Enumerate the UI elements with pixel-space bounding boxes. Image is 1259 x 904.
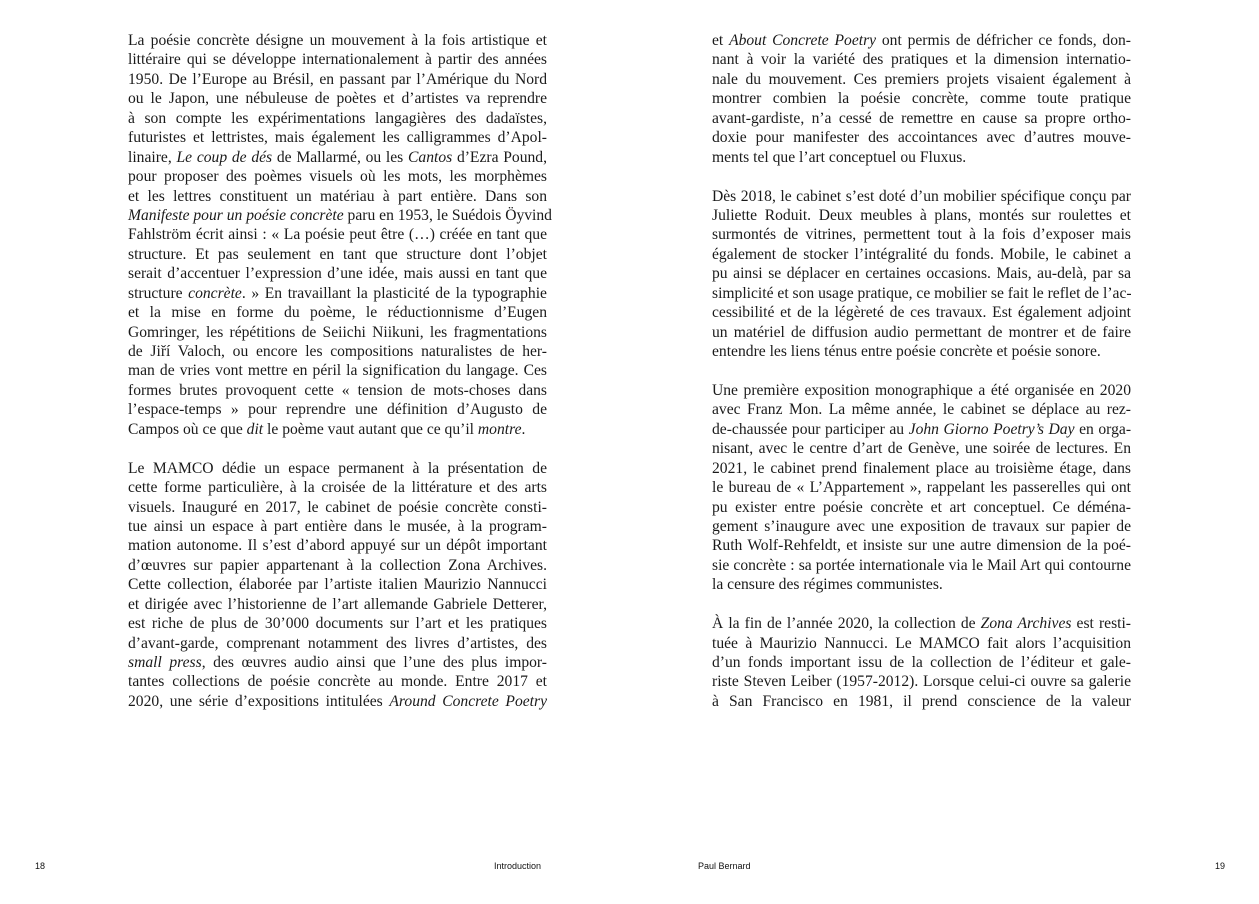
body-paragraph xyxy=(712,381,1131,595)
text-run: ments tel que l’art conceptuel ou Fluxus. xyxy=(712,148,967,166)
text-run: doxie pour manifester des accointances avec d’autres mouve- xyxy=(712,129,1131,147)
text-line xyxy=(128,595,547,614)
text-line xyxy=(712,342,1131,361)
text-line xyxy=(712,634,1131,653)
text-line xyxy=(128,245,547,264)
text-line xyxy=(128,517,547,536)
italic-title: montre xyxy=(477,420,522,438)
text-run: futuristes et lettristes, mais également les calligrammes d’Apol- xyxy=(128,129,547,147)
text-line xyxy=(128,109,547,128)
text-run: de Jiří Valoch, ou encore les compositions naturalistes de her- xyxy=(128,343,547,360)
text-line xyxy=(712,692,1131,711)
text-run: Cette collection, élaborée par l’artiste italien Maurizio Nannucci xyxy=(128,576,547,594)
text-run: en orga- xyxy=(1074,420,1132,438)
text-line xyxy=(712,148,1131,167)
text-line xyxy=(712,323,1131,342)
text-run: pour proposer des poèmes visuels où les mots, les morphèmes xyxy=(128,168,547,186)
text-line xyxy=(712,206,1131,225)
left-page xyxy=(0,0,629,904)
italic-title: Around Concrete Poetry xyxy=(389,692,547,710)
text-line xyxy=(128,89,547,108)
text-line xyxy=(712,109,1131,128)
text-line xyxy=(712,653,1131,672)
text-run: est resti- xyxy=(1071,615,1131,633)
text-line xyxy=(712,303,1131,322)
text-line xyxy=(128,381,547,400)
text-line xyxy=(128,536,547,555)
text-run: La poésie concrète désigne un mouvement à la fois artistique et xyxy=(128,32,547,49)
text-run: le poème vaut autant que ce qu’il xyxy=(263,420,478,438)
text-run: est riche de plus de 30’000 documents sur l’art et les pratiques xyxy=(128,615,547,633)
text-line xyxy=(712,575,1131,594)
text-run: À la fin de l’année 2020, la collection de xyxy=(712,615,981,633)
text-run: . » En travaillant la plasticité de la typographie xyxy=(241,284,547,302)
text-run: ou le Japon, une nébuleuse de poètes et d’artistes va reprendre xyxy=(128,90,547,108)
text-line xyxy=(128,187,547,206)
text-run: pu ainsi se déplacer en certaines occasions. Mais, au-delà, par sa xyxy=(712,265,1131,283)
text-line xyxy=(128,148,547,167)
text-run: tue ainsi un espace à part entière dans le musée, à la program- xyxy=(128,517,547,535)
body-paragraph xyxy=(128,459,547,712)
text-line xyxy=(712,225,1131,244)
text-run: de-chaussée pour participer au xyxy=(712,420,909,438)
italic-title: dit xyxy=(246,420,264,438)
text-line xyxy=(128,478,547,497)
page-number-left: 18 xyxy=(35,861,46,871)
text-run: Fahlström écrit ainsi : « La poésie peut être (…) créée en tant que xyxy=(128,226,547,244)
text-line xyxy=(128,575,547,594)
text-run: à San Francisco en 1981, il prend conscience de la valeur xyxy=(712,692,1131,710)
text-run: et dirigée avec l’historienne de l’art allemande Gabriele Detterer, xyxy=(128,595,547,613)
text-run: ont permis de défricher ce fonds, don- xyxy=(876,32,1131,49)
running-head-author: Paul Bernard xyxy=(698,861,751,871)
text-run: l’espace-temps » pour reprendre une définition d’Augusto de xyxy=(128,401,547,419)
text-run: d’un fonds important issu de la collection de l’éditeur et gale- xyxy=(712,654,1131,671)
text-line xyxy=(712,284,1131,303)
text-run: à son compte les expérimentations langagières des dadaïstes, xyxy=(128,109,547,127)
text-line xyxy=(712,478,1131,497)
left-text-column xyxy=(128,31,552,731)
text-line xyxy=(712,128,1131,147)
text-line xyxy=(712,517,1131,536)
text-run: d’avant-garde, comprenant notamment des livres d’artistes, des xyxy=(128,634,547,652)
running-head-section: Introduction xyxy=(494,861,542,871)
text-run: 2020, une série d’expositions intitulées xyxy=(128,692,390,710)
text-line xyxy=(128,672,547,691)
right-page xyxy=(629,0,1259,904)
italic-title: Manifeste pour un poésie concrète xyxy=(128,206,344,224)
text-line xyxy=(128,70,547,89)
text-line xyxy=(128,420,547,439)
italic-title: Le coup de dés xyxy=(176,148,273,166)
text-line xyxy=(712,439,1131,458)
text-run: gement s’inaugure avec une exposition de travaux sur papier de xyxy=(712,517,1131,535)
text-run: surmontés de vitrines, permettent tout à la fois d’exposer mais xyxy=(712,226,1131,244)
text-run: mation autonome. Il s’est d’abord appuyé sur un dépôt important xyxy=(128,537,547,555)
text-line xyxy=(128,284,547,303)
text-run: cessibilité et de la légèreté de ces travaux. Est également adjoint xyxy=(712,304,1131,322)
text-line xyxy=(712,400,1131,419)
text-line xyxy=(128,342,547,361)
text-line xyxy=(712,187,1131,206)
text-line xyxy=(128,225,547,244)
text-run: d’Ezra Pound, xyxy=(452,148,547,166)
text-run: avant-gardiste, n’a cessé de remettre en cause sa propre ortho- xyxy=(712,109,1131,127)
text-line xyxy=(128,498,547,517)
text-run: pu exister entre poésie concrète et art conceptuel. Ce déména- xyxy=(712,498,1131,516)
text-run: Ruth Wolf-Rehfeldt, et insiste sur une autre dimension de la poé- xyxy=(712,537,1131,555)
text-run: également de stocker l’intégralité du fonds. Mobile, le cabinet a xyxy=(712,245,1131,263)
italic-title: Zona Archives xyxy=(980,615,1072,633)
text-run: Le MAMCO dédie un espace permanent à la présentation de xyxy=(128,459,547,477)
text-run: montrer combien la poésie concrète, comme toute pratique xyxy=(712,90,1131,108)
text-run: et la mise en forme du poème, le réductionnisme d’Eugen xyxy=(128,304,547,322)
text-line xyxy=(712,70,1131,89)
text-line xyxy=(128,614,547,633)
text-run: nale du mouvement. Ces premiers projets visaient également à xyxy=(712,70,1131,88)
text-line xyxy=(712,672,1131,691)
text-run: le bureau de « L’Appartement », rappelant les passerelles qui ont xyxy=(712,479,1131,497)
text-run: structure. Et pas seulement en tant que structure dont l’objet xyxy=(128,245,547,263)
text-line xyxy=(712,89,1131,108)
body-paragraph xyxy=(128,31,552,439)
text-run: riste Steven Leiber (1957-2012). Lorsque celui-ci ouvre sa galerie xyxy=(712,673,1131,691)
text-line xyxy=(712,31,1131,50)
text-line xyxy=(128,556,547,575)
text-line xyxy=(712,614,1131,633)
text-line xyxy=(128,206,552,225)
text-run: sie concrète : sa portée internationale via le Mail Art qui contourne xyxy=(712,556,1131,574)
text-line xyxy=(712,459,1131,478)
text-run: tuée à Maurizio Nannucci. Le MAMCO fait alors l’acquisition xyxy=(712,634,1131,652)
text-run: avec Franz Mon. La même année, le cabinet se déplace au rez- xyxy=(712,401,1131,419)
text-run: , des œuvres audio ainsi que l’une des plus impor- xyxy=(201,654,547,671)
text-run: . xyxy=(521,420,526,438)
text-line xyxy=(712,264,1131,283)
text-line xyxy=(712,420,1131,439)
text-run: linaire, xyxy=(128,148,177,166)
italic-title: Cantos xyxy=(408,148,453,166)
text-run: entendre les liens ténus entre poésie concrète et poésie sonore. xyxy=(712,343,1101,360)
text-line xyxy=(128,361,547,380)
text-run: simplicité et son usage pratique, ce mobilier se fait le reflet de l’ac- xyxy=(712,284,1132,302)
text-run: et xyxy=(712,32,730,49)
text-run: paru en 1953, le Suédois Öyvind xyxy=(343,206,552,224)
text-run: formes brutes provoquent cette « tension de mots-choses dans xyxy=(128,381,547,399)
text-line xyxy=(128,303,547,322)
text-line xyxy=(128,634,547,653)
text-line xyxy=(128,31,547,50)
text-line xyxy=(712,498,1131,517)
page-number-right: 19 xyxy=(1215,861,1226,871)
text-line xyxy=(128,459,547,478)
text-run: d’œuvres sur papier appartenant à la collection Zona Archives. xyxy=(128,556,547,574)
body-paragraph xyxy=(712,31,1131,167)
body-paragraph xyxy=(712,614,1131,711)
italic-title: John Giorno Poetry’s Day xyxy=(908,420,1075,438)
text-line xyxy=(712,245,1131,264)
text-line xyxy=(128,400,547,419)
text-run: Juliette Roduit. Deux meubles à plans, montés sur roulettes et xyxy=(712,206,1131,224)
text-run: un matériel de diffusion audio permettant de montrer et de faire xyxy=(712,323,1131,341)
text-line xyxy=(128,128,547,147)
text-run: la censure des régimes communistes. xyxy=(712,576,943,594)
text-line xyxy=(128,50,547,69)
text-run: cette forme particulière, à la croisée de la littérature et des arts xyxy=(128,479,547,497)
text-run: tantes collections de poésie concrète au monde. Entre 2017 et xyxy=(128,673,547,691)
text-line xyxy=(128,264,547,283)
text-run: littéraire qui se développe internationalement à partir des années xyxy=(128,51,547,69)
text-line xyxy=(128,692,547,711)
text-line xyxy=(128,323,547,342)
text-line xyxy=(128,167,547,186)
text-line xyxy=(712,381,1131,400)
italic-title: small press xyxy=(128,654,202,671)
text-run: et les lettres constituent un matériau à part entière. Dans son xyxy=(128,187,547,205)
italic-title: concrète xyxy=(188,284,242,302)
text-run: serait d’accentuer l’expression d’une idée, mais aussi en tant que xyxy=(128,265,547,283)
italic-title: About Concrete Poetry xyxy=(729,32,877,49)
text-line xyxy=(712,536,1131,555)
text-line xyxy=(712,50,1131,69)
text-line xyxy=(712,556,1131,575)
text-line xyxy=(128,653,547,672)
text-run: 1950. De l’Europe au Brésil, en passant par l’Amérique du Nord xyxy=(128,70,547,88)
text-run: visuels. Inauguré en 2017, le cabinet de poésie concrète consti- xyxy=(128,498,547,516)
text-run: nisant, avec le centre d’art de Genève, une soirée de lectures. En xyxy=(712,440,1131,458)
text-run: Dès 2018, le cabinet s’est doté d’un mobilier spécifique conçu par xyxy=(712,187,1131,205)
text-run: man de vries vont mettre en péril la signification du langage. Ces xyxy=(128,362,547,380)
text-run: Campos où ce que xyxy=(128,420,247,438)
body-paragraph xyxy=(712,187,1131,362)
text-run: Gomringer, les répétitions de Seiichi Niikuni, les fragmentations xyxy=(128,323,547,341)
text-run: de Mallarmé, ou les xyxy=(272,148,408,166)
right-text-column xyxy=(712,31,1131,731)
text-run: nant à voir la variété des pratiques et la dimension internatio- xyxy=(712,51,1131,69)
text-run: Une première exposition monographique a été organisée en 2020 xyxy=(712,381,1131,399)
text-run: 2021, le cabinet prend finalement place au troisième étage, dans xyxy=(712,459,1131,477)
text-run: structure xyxy=(128,284,189,302)
